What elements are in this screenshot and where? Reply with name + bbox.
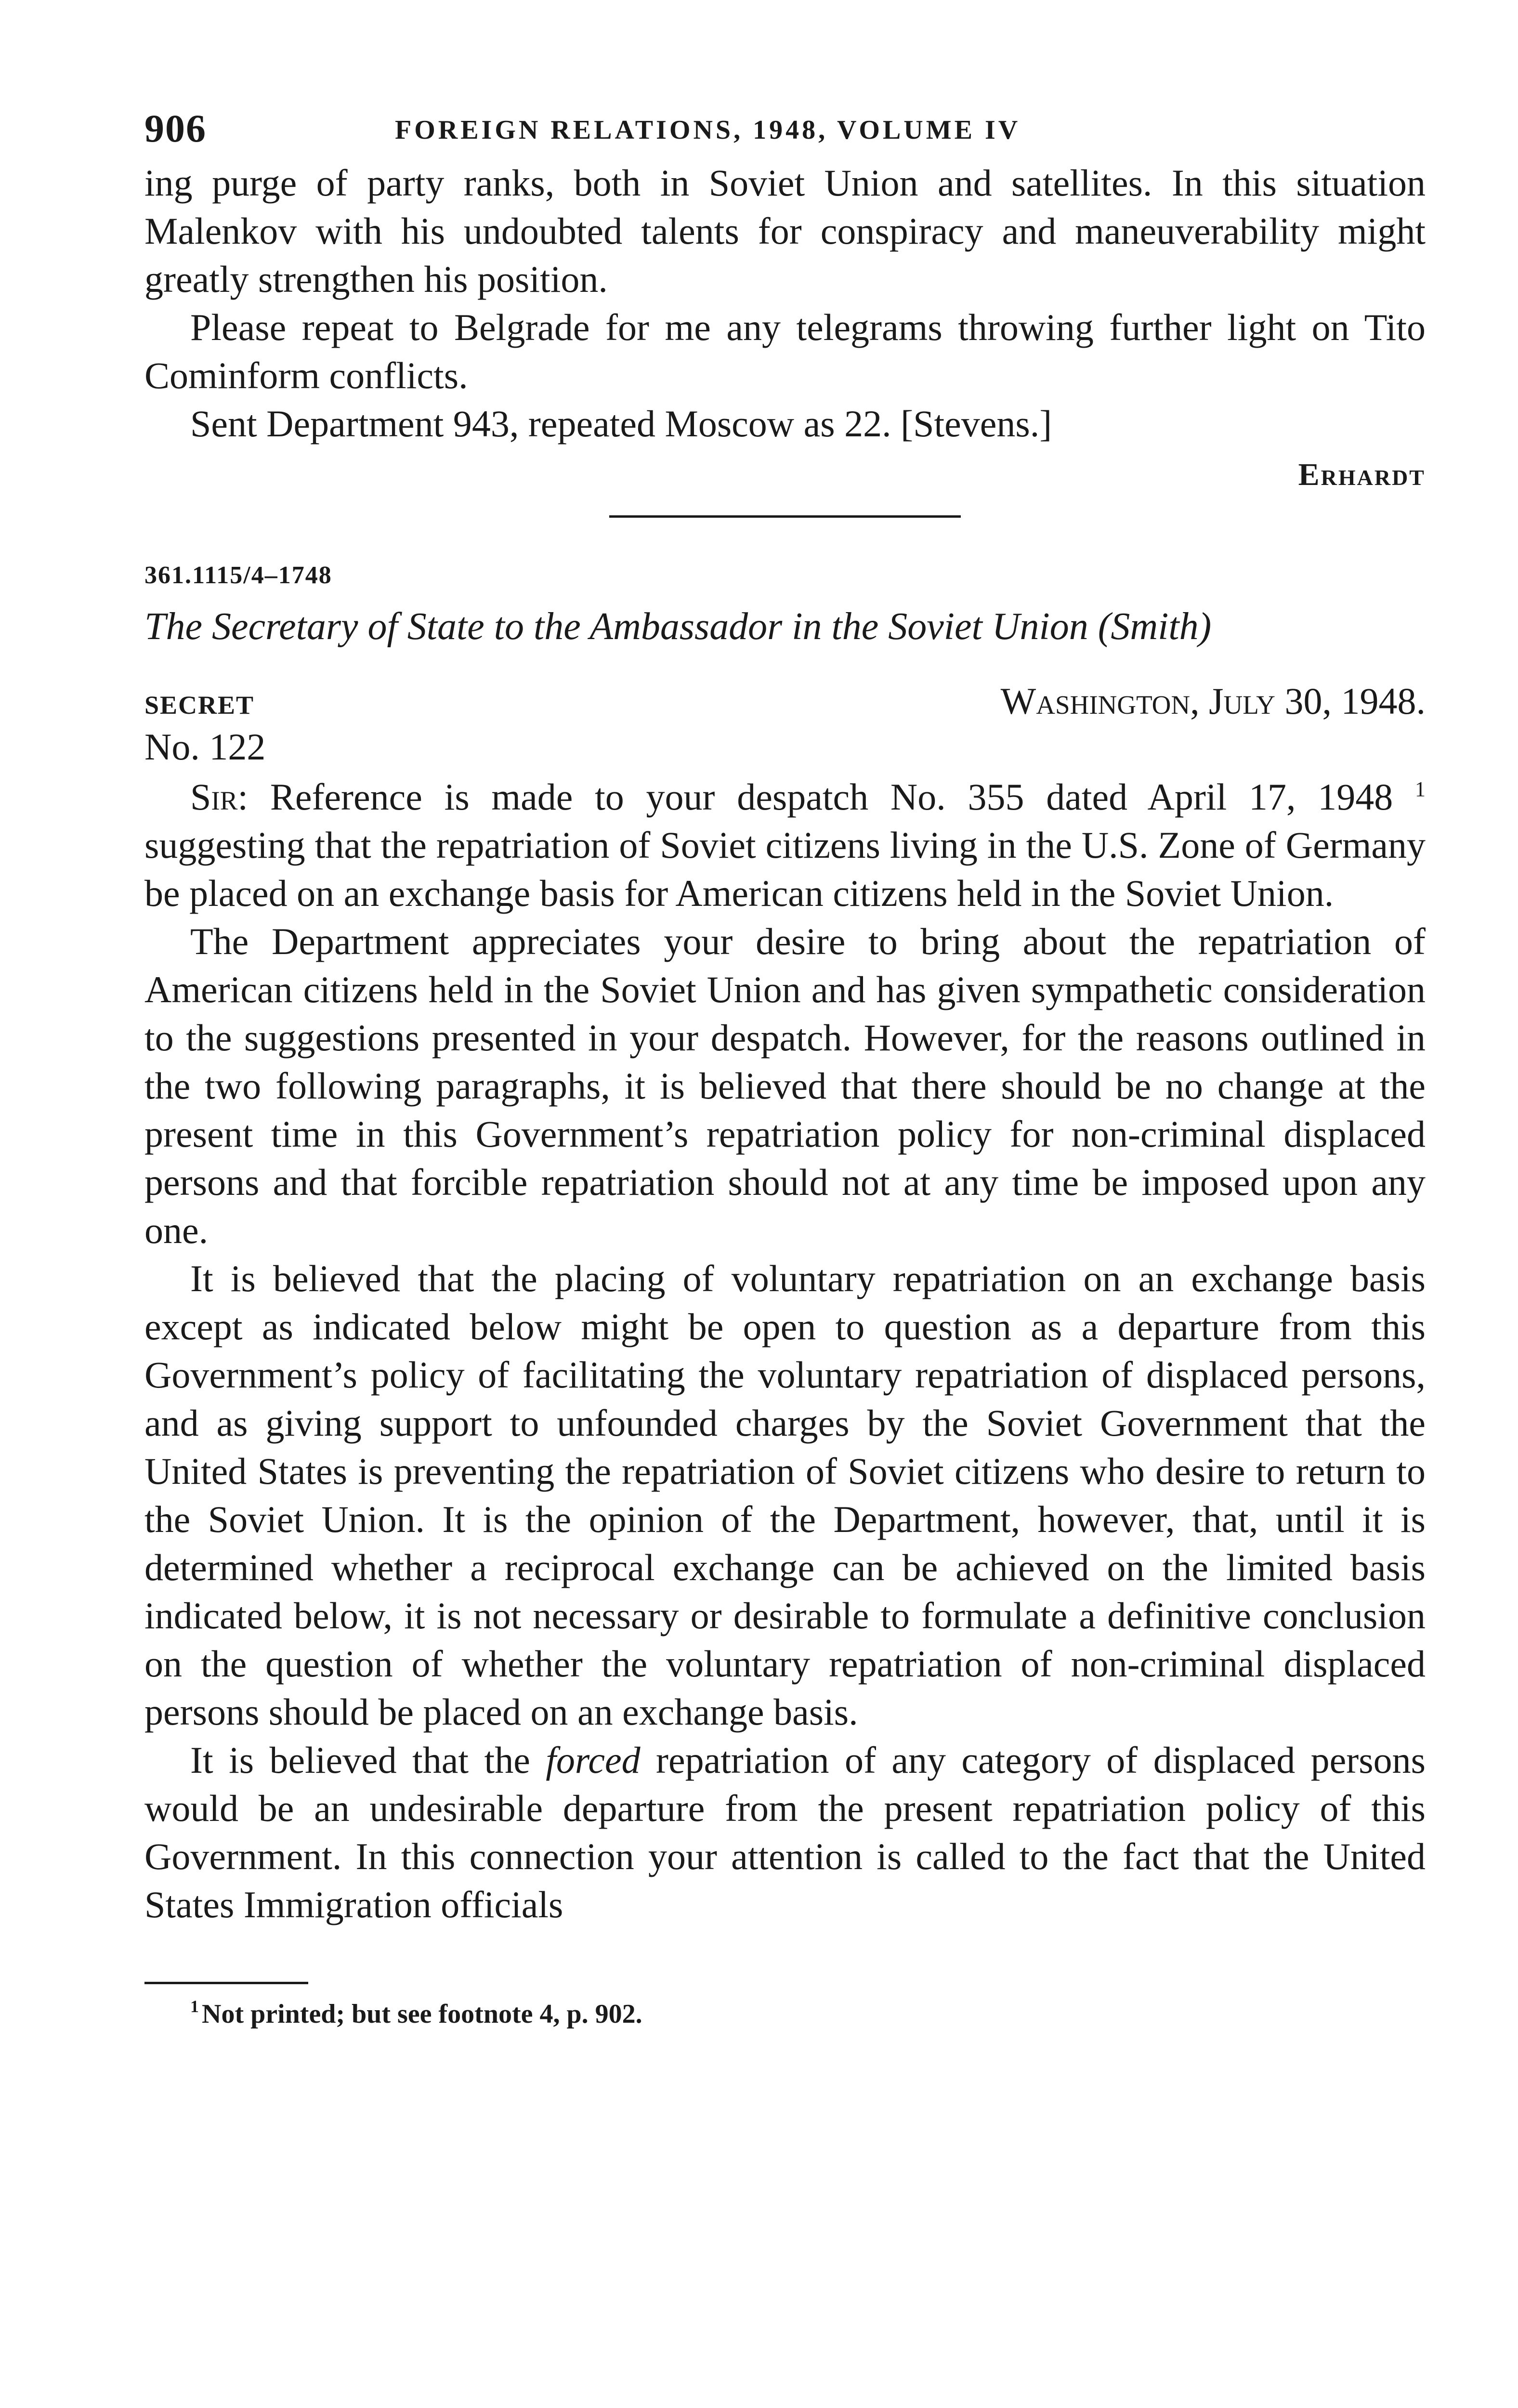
dateline: Washington, July 30, 1948. — [1000, 680, 1426, 722]
repeat-request-paragraph: Please repeat to Belgrade for me any telegrams throwing further light on Tito Cominform conflicts. — [144, 306, 1426, 396]
continued-paragraph: ing purge of party ranks, both in Soviet Union and satellites. In this situation Malenkov with his undoubted talents for conspiracy and maneuverability might greatly strengthen his position. — [144, 162, 1426, 300]
footnote-text: Not printed; but see footnote 4, p. 902. — [202, 1999, 642, 2029]
body-paragraph-2: The Department appreciates your desire to bring about the repatriation of American citizens held in the Soviet Union and has given sympathetic consideration to the suggestions presented in your despatch. However, for the reasons outlined in the two following paragraphs, it is believed that there should be no change at the present time in this Government’s repatriation policy for non-criminal displaced persons and that forcible repatriation should not at any time be imposed upon any one. — [144, 920, 1426, 1251]
document-title: The Secretary of State to the Ambassador in the Soviet Union (Smith) — [144, 605, 1212, 648]
paragraph-4-rest: repatriation of any category of displaced persons would be an undesirable departure from the present repatriation policy of this Government. In this connection your attention is called to the fact that the United States Immigration officials — [144, 1739, 1426, 1925]
document-page — [144, 106, 1426, 2029]
page-number: 906 — [144, 106, 207, 150]
section-divider — [609, 515, 961, 518]
body-paragraph-3: It is believed that the placing of voluntary repatriation on an exchange basis except as indicated below might be open to question as a departure from this Government’s policy of facilitating the voluntary repatriation of displaced persons, and as giving support to unfounded charges by the Soviet Government that the United States is preventing the repatriation of Soviet citizens who desire to return to the Soviet Union. It is the opinion of the Department, however, that, until it is determined whether a reciprocal exchange can be achieved on the limited basis indicated below, it is not necessary or desirable to formulate a definitive conclusion on the question of whether the voluntary repatriation of non-criminal displaced persons should be placed on an exchange basis. — [144, 1257, 1426, 1733]
footnote-reference: 1 — [1415, 777, 1426, 801]
emphasis-forced: forced — [546, 1739, 641, 1781]
file-number: 361.1115/4–1748 — [144, 562, 332, 589]
dateline-row — [144, 680, 1426, 723]
footnote-marker: 1 — [190, 1997, 199, 2016]
footnote-divider — [144, 1982, 308, 1984]
body-paragraph-1 — [144, 773, 1426, 917]
salutation: Sir — [190, 776, 238, 818]
document-number: No. 122 — [144, 726, 266, 768]
paragraph-4-start: It is believed that the — [190, 1739, 546, 1781]
running-title: FOREIGN RELATIONS, 1948, VOLUME IV — [395, 115, 1021, 145]
signature: Erhardt — [1298, 457, 1426, 492]
paragraph-1-rest: suggesting that the repatriation of Soviet citizens living in the U.S. Zone of Germany be placed on an exchange basis for American citizens held in the Soviet Union. — [144, 824, 1426, 914]
classification-label: SECRET — [144, 691, 255, 720]
paragraph-1-text: : Reference is made to your despatch No. 355 dated April 17, 1948 — [237, 776, 1393, 818]
sent-paragraph: Sent Department 943, repeated Moscow as 22. [Stevens.] — [190, 403, 1052, 445]
running-head — [144, 106, 1426, 159]
footnote — [144, 1999, 1426, 2029]
body-paragraph-4 — [144, 1736, 1426, 1929]
